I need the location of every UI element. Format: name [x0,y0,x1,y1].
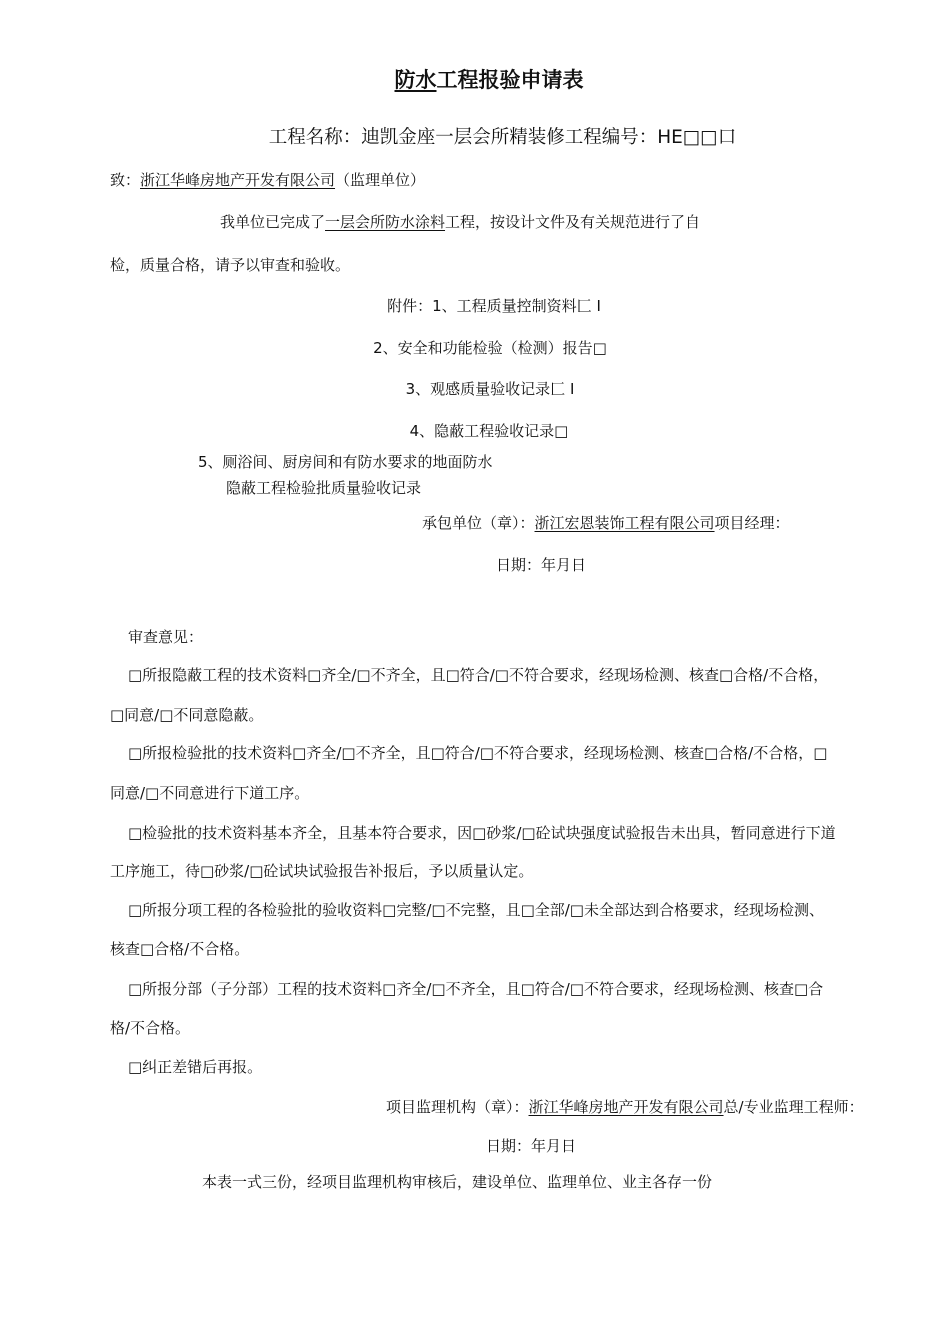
attachment-item-5-cont: 隐蔽工程检验批质量验收记录 [226,479,422,497]
contractor-suffix: 项目经理： [714,514,790,532]
review-line-5: □检验批的技术资料基本齐全，且基本符合要求，因□砂浆/□砼试块强度试验报告未出具，暂同意进行下道 [128,824,836,842]
contractor-date: 日期：年月日 [496,556,587,574]
review-heading: 审查意见： [128,628,204,646]
review-line-3: □所报检验批的技术资料□齐全/□不齐全，且□符合/□不符合要求，经现场检测、核查□合格/不合格，□ [128,744,828,762]
review-line-11: □纠正差错后再报。 [128,1058,263,1076]
body-paragraph-1 [220,212,700,232]
footer-note: 本表一式三份，经项目监理机构审核后，建设单位、监理单位、业主各存一份 [202,1173,713,1191]
body-p1-work: 一层会所防水涂料 [325,213,446,231]
supervisor-line [386,1097,864,1117]
supervisor-date: 日期：年月日 [486,1137,577,1155]
project-label: 工程名称：迪凯金座一层会所精装修工程编号： [268,127,658,148]
body-p1-suffix: 工程，按设计文件及有关规范进行了自 [445,213,701,231]
recipient-prefix: 致： [110,171,141,189]
recipient-line [110,170,425,190]
review-line-7: □所报分项工程的各检验批的验收资料□完整/□不完整，且□全部/□未全部达到合格要求，经现场检测、 [128,901,824,919]
attachment-item-5: 5、厕浴间、厨房间和有防水要求的地面防水 [198,453,493,471]
recipient-company: 浙江华峰房地产开发有限公司 [140,171,336,189]
review-line-2: □同意/□不同意隐蔽。 [110,706,264,724]
attachment-item-1: 附件：1、工程质量控制资料匚 I [387,297,601,315]
review-line-6: 工序施工，待□砂浆/□砼试块试验报告补报后，予以质量认定。 [110,862,534,880]
review-line-9: □所报分部（子分部）工程的技术资料□齐全/□不齐全，且□符合/□不符合要求，经现场检测、核查□合 [128,980,824,998]
body-paragraph-2: 检，质量合格，请予以审查和验收。 [110,256,351,274]
project-line [0,125,950,151]
review-line-10: 格/不合格。 [110,1019,191,1037]
review-line-1: □所报隐蔽工程的技术资料□齐全/□不齐全，且□符合/□不符合要求，经现场检测、核查□合格/不合格， [128,666,829,684]
supervisor-company: 浙江华峰房地产开发有限公司 [528,1098,724,1116]
review-line-4: 同意/□不同意进行下道工序。 [110,784,310,802]
review-line-8: 核查□合格/不合格。 [110,940,250,958]
contractor-prefix: 承包单位（章）： [422,514,535,532]
contractor-line [422,513,790,533]
contractor-company: 浙江宏恩装饰工程有限公司 [534,514,715,532]
body-p1-prefix: 我单位已完成了 [220,213,326,231]
supervisor-suffix: 总/专业监理工程师： [723,1098,864,1116]
form-title-underlined: 防水 [394,68,437,92]
attachment-item-3: 3、观感质量验收记录匚 I [405,380,575,398]
attachment-item-2: 2、安全和功能检验（检测）报告□ [373,339,607,357]
form-title-rest: 工程报验申请表 [436,68,584,92]
recipient-suffix: （监理单位） [335,171,426,189]
attachment-item-4: 4、隐蔽工程验收记录□ [409,422,569,440]
form-title [0,66,950,94]
project-code: HE□□口 [657,127,737,148]
supervisor-prefix: 项目监理机构（章）： [386,1098,529,1116]
